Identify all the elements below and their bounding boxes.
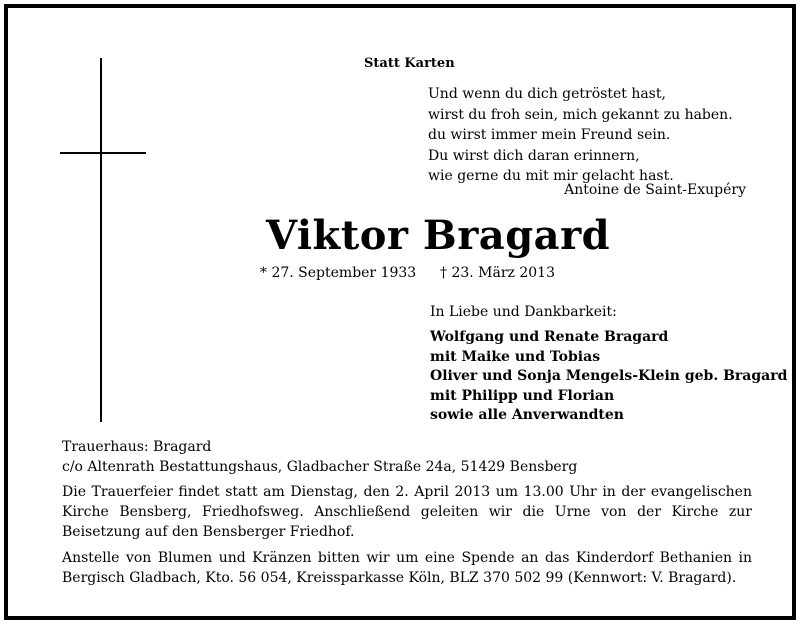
trauerhaus-address: c/o Altenrath Bestattungshaus, Gladbacher Straße 24a, 51429 Bensberg xyxy=(62,458,578,475)
poem-line: wirst du froh sein, mich gekannt zu haben. xyxy=(428,106,733,123)
obituary-notice xyxy=(4,4,796,620)
donation-paragraph: Anstelle von Blumen und Kränzen bitten wir um eine Spende an das Kinderdorf Bethanien in Bergisch Gladbach, Kto. 56 054, Kreissparkasse Köln, BLZ 370 502 99 (Kennwort: V. Bragard). xyxy=(62,550,752,586)
mourner-line: Oliver und Sonja Mengels-Klein geb. Bragard xyxy=(430,368,788,384)
trauerhaus-info xyxy=(62,438,577,477)
poem-author: Antoine de Saint-Exupéry xyxy=(564,182,746,198)
mourners-intro: In Liebe und Dankbarkeit: xyxy=(430,304,617,320)
mourner-line: sowie alle Anverwandten xyxy=(430,407,624,423)
mourner-line: Wolfgang und Renate Bragard xyxy=(430,329,669,345)
trauerhaus-line: Trauerhaus: Bragard xyxy=(62,439,212,455)
cross-icon xyxy=(100,58,102,422)
poem xyxy=(428,84,733,187)
birth-date: * 27. September 1933 xyxy=(260,265,417,281)
poem-line: wie gerne du mit mir gelacht hast. xyxy=(428,168,674,184)
poem-line: Du wirst dich daran erinnern, xyxy=(428,147,640,164)
mourner-line: mit Maike und Tobias xyxy=(430,348,601,365)
ceremony-paragraph: Die Trauerfeier findet statt am Dienstag, den 2. April 2013 um 13.00 Uhr in der evangelischen Kirche Bensberg, Friedhofsweg. Anschließend geleiten wir die Urne von der Kirche zur Beisetzung auf den Bensberger Friedhof. xyxy=(62,484,752,540)
poem-line: Und wenn du dich getröstet hast, xyxy=(428,86,666,102)
poem-line: du wirst immer mein Freund sein. xyxy=(428,127,671,143)
deceased-name: Viktor Bragard xyxy=(266,212,611,259)
cross-icon-bar xyxy=(60,152,146,154)
death-date: † 23. März 2013 xyxy=(440,265,555,281)
statt-karten-label: Statt Karten xyxy=(364,56,455,71)
mourner-line: mit Philipp und Florian xyxy=(430,387,615,404)
mourners-list xyxy=(430,328,787,426)
